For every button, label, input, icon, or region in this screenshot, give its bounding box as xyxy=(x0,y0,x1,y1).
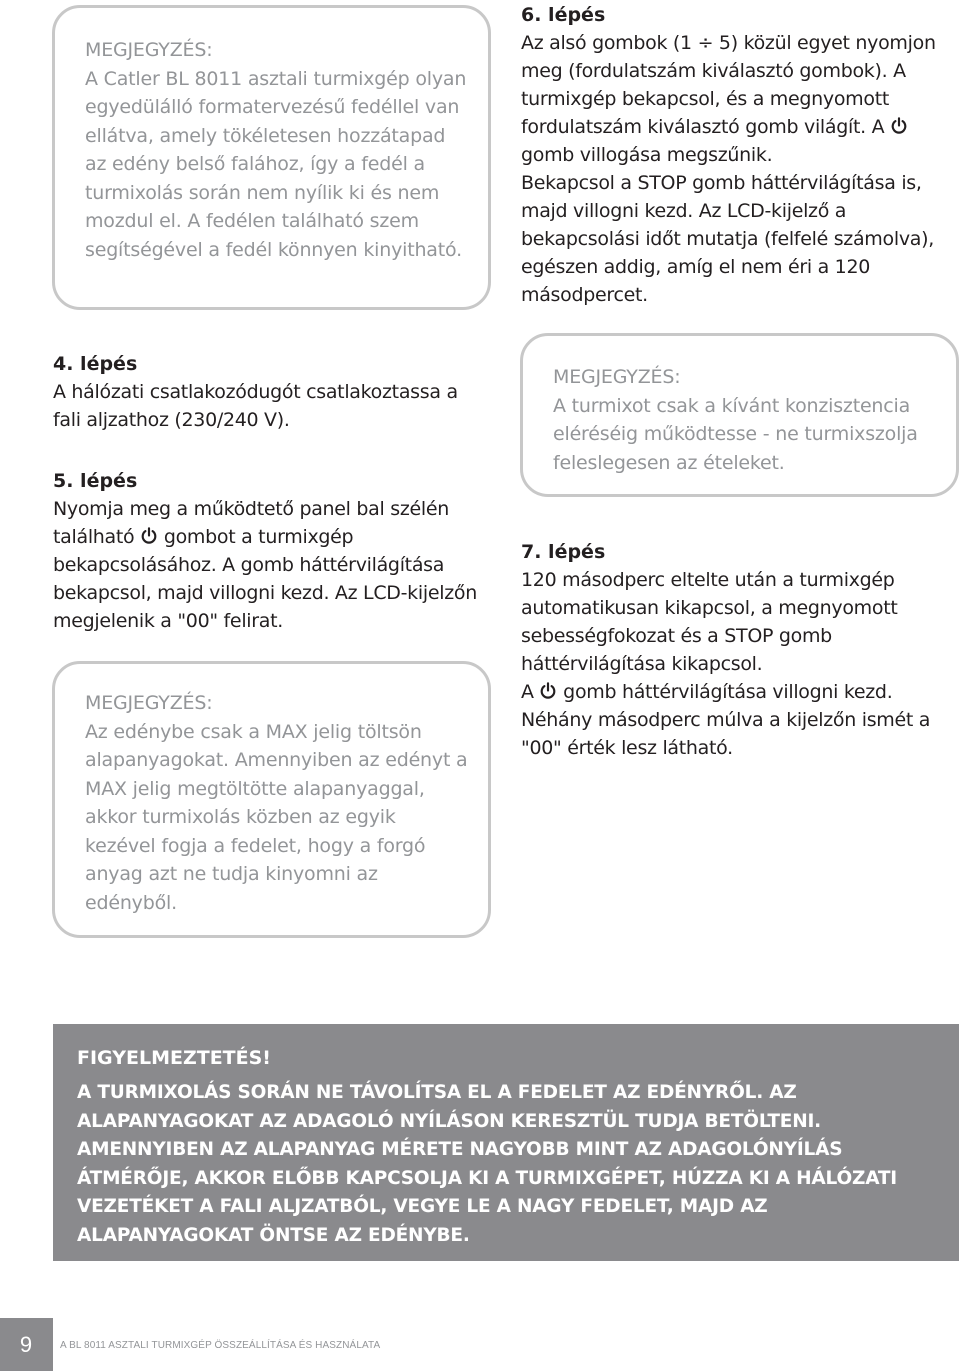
step-7-text-c: gomb háttérvilágítása villogni kezd. xyxy=(557,681,893,703)
footer-divider xyxy=(52,1318,53,1371)
step-5 xyxy=(53,467,478,635)
step-4 xyxy=(53,350,483,434)
step-7-text xyxy=(521,566,941,762)
note-text: A Catler BL 8011 asztali turmixgép olyan egyedülálló formatervezésű fedéllel van ellátva, amely tökéletesen hozzátapad az edény belső falához, így a fedél a turmixolás során nem nyílik ki és nem mozdul el. A fedélen található szem segítségével a fedél könnyen kinyitható. xyxy=(85,67,467,261)
step-5-text-a: Nyomja meg a működtető panel bal szélén található xyxy=(53,498,449,548)
note-box-consistency xyxy=(520,333,959,497)
note-text: A turmixot csak a kívánt konzisztencia eléréséig működtesse - ne turmixszolja feleslegesen az ételeket. xyxy=(553,394,918,474)
footer-caption: A BL 8011 ASZTALI TURMIXGÉP ÖSSZEÁLLÍTÁSA ÉS HASZNÁLATA xyxy=(60,1340,381,1351)
step-6-divide-sign: ÷ xyxy=(697,32,714,54)
note-box-lid xyxy=(52,5,491,310)
step-7-text-d: Néhány másodperc múlva a kijelzőn ismét a "00" érték lesz látható. xyxy=(521,709,931,759)
warning-title: FIGYELMEZTETÉS! xyxy=(77,1047,271,1069)
step-4-title: 4. lépés xyxy=(53,353,138,375)
warning-text: A TURMIXOLÁS SORÁN NE TÁVOLÍTSA EL A FEDELET AZ EDÉNYRŐL. AZ ALAPANYAGOKAT AZ ADAGOLÓ NYÍLÁSON KERESZTÜL TUDJA BETÖLTENI. AMENNYIBEN AZ ALAPANYAG MÉRETE NAGYOBB MINT AZ ADAGOLÓNYÍLÁS ÁTMÉRŐJE, AKKOR ELŐBB KAPCSOLJA KI A TURMIXGÉPET, HÚZZA KI A HÁLÓZATI VEZETÉKET A FALI ALJZATBÓL, VEGYE LE A NAGY FEDELET, MAJD AZ ALAPANYAGOKAT ÖNTSE AZ EDÉNYBE. xyxy=(77,1082,897,1246)
step-5-text xyxy=(53,495,478,635)
step-6 xyxy=(521,1,951,309)
step-7 xyxy=(521,538,941,762)
step-6-text-c: gomb villogása megszűnik. xyxy=(521,144,773,166)
note-heading: MEGJEGYZÉS: xyxy=(85,692,213,714)
note-heading: MEGJEGYZÉS: xyxy=(553,366,681,388)
power-icon xyxy=(890,117,908,135)
note-heading: MEGJEGYZÉS: xyxy=(85,39,213,61)
warning-box xyxy=(53,1024,959,1261)
step-7-text-a: 120 másodperc eltelte után a turmixgép automatikusan kikapcsol, a megnyomott sebességfokozat és a STOP gomb háttérvilágítása kikapcsol. xyxy=(521,569,898,675)
note-box-max-fill xyxy=(52,661,491,938)
step-6-text xyxy=(521,29,951,309)
step-4-text: A hálózati csatlakozódugót csatlakoztassa a fali aljzathoz (230/240 V). xyxy=(53,381,458,431)
power-icon xyxy=(539,682,557,700)
page-number: 9 xyxy=(0,1318,52,1371)
step-5-text-b: gombot a turmixgép bekapcsolásához. A gomb háttérvilágítása bekapcsol, majd villogni kezd. Az LCD-kijelzőn megjelenik a "00" felirat. xyxy=(53,526,477,632)
note-text: Az edénybe csak a MAX jelig töltsön alapanyagokat. Amennyiben az edényt a MAX jelig megtöltötte alapanyaggal, akkor turmixolás közben az egyik kezével fogja a fedelet, hogy a forgó anyag azt ne tudja kinyomni az edényből. xyxy=(85,720,468,914)
step-7-title: 7. lépés xyxy=(521,541,606,563)
power-icon xyxy=(140,527,158,545)
step-6-title: 6. lépés xyxy=(521,4,606,26)
step-6-text-a: Az alsó gombok (1 xyxy=(521,32,698,54)
step-6-text-b: 5) közül egyet nyomjon meg (fordulatszám kiválasztó gombok). A turmixgép bekapcsol, és a megnyomott fordulatszám kiválasztó gomb világít. A xyxy=(521,32,936,138)
step-7-text-b: A xyxy=(521,681,540,703)
step-6-text-d: Bekapcsol a STOP gomb háttérvilágítása is, majd villogni kezd. Az LCD-kijelző a bekapcsolási időt mutatja (felfelé számolva), egészen addig, amíg el nem éri a 120 másodpercet. xyxy=(521,172,934,306)
step-5-title: 5. lépés xyxy=(53,470,138,492)
